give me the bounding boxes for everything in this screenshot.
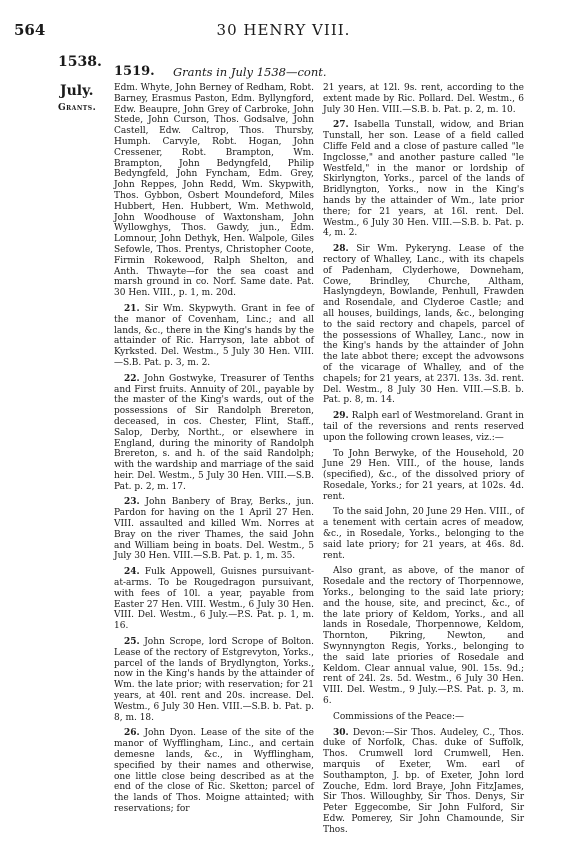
- entry-text: Edm. Whyte, John Berney of Redham, Robt. Barney, Erasmus Paston, Edm. Byllyngford, Edw. Beaupre, John Grey of Carbroke, John Stede, John Curson, Thos. Godsalve, John Castell, Edw. Caltrop, Thos. Thursby, Humph. Carvyle, Robt. Hogan, John Cressener, Robt. Brampton, Wm. Brampton, John Bedyngfeld, Philip Bedyngfeld, John Fyncham, Edm. Grey, John Reppes, John Redd, Wm. Skypwith, Thos. Gybbon, Osbert Moundeford, Miles Hubbert, Hen. Hubbert, Wm. Methwold, John Woodhouse of Waxtonsham, John Wyllowghys, Thos. Gawdy, jun., Edm. Lomnour, John Dethyk, Hen. Walpole, Giles Sefowle, Thos. Prentys, Christopher Coote, Firmin Rokewood, Ralph Shelton, and Anth. Thwayte—for the sea coast and marsh ground in co. Norf. Same date. Pat. 30 Hen. VIII., p. 1, m. 20d.: [114, 83, 314, 299]
- entry-number: 29.: [333, 411, 349, 422]
- margin-month: July.: [60, 83, 94, 99]
- entry-text: John Gostwyke, Treasurer of Tenths and First fruits. Annuity of 20l., payable by the master of the King's wards, out of the possessions of Sir Randolph Brereton, deceased, in cos. Chester, Flint, Staff., Salop, Derby, Northt., or elsewhere in England, during the minority of Randolph Brereton, s. and h. of the said Randolph; with the wardship and marriage of the said heir. Del. Westm., 5 July 30 Hen. VIII.—S.B. Pat. p. 2, m. 17.: [114, 373, 314, 492]
- entry-text: Fulk Appowell, Guisnes pursuivant-at-arms. To be Rougedragon pursuivant, with fees of 10l. a year, payable from Easter 27 Hen. VIII. Westm., 6 July 30 Hen. VIII. Del. Westm., 6 July.—P.S. Pat. p. 1, m. 16.: [114, 567, 314, 632]
- running-head: 30 HENRY VIII.: [216, 21, 351, 39]
- entry-text: John Scrope, lord Scrope of Bolton. Lease of the rectory of Estgrevyton, Yorks., parcel of the lands of Brydlyngton, Yorks., now in the King's hands by the attainder of Wm. the late prior; with reservation; for 21 years, at 40l. rent and 20s. increase. Del. Westm., 6 July 30 Hen. VIII.—S.B. b. Pat. p. 8, m. 18.: [114, 637, 314, 723]
- entry-paragraph: [323, 120, 524, 239]
- entry-paragraph: [114, 304, 314, 369]
- entry-number: 28.: [333, 244, 349, 255]
- entry-paragraph: [323, 244, 524, 406]
- entry-paragraph: [323, 83, 524, 115]
- entry-text: Sir Wm. Pykeryng. Lease of the rectory of Whalley, Lanc., with its chapels of Padenham, Clyderhowe, Downeham, Cowe, Brindley, Churche, Altham, Haslyngdeyn, Bowlande, Penhull, Frawden and Rosendale, and Clyderoe Castle; and all houses, buildings, lands, &c., belonging to the said rectory and chapels, parcel of the possessions of Whalley, Lanc., now in the King's hands by the attainder of John the late abbot there; except the advowsons of the vicarage of Whalley, and of the chapels; for 21 years, at 237l. 13s. 3d. rent. Del. Westm., 8 July 30 Hen. VIII.—S.B. b. Pat. p. 8, m. 14.: [323, 244, 524, 406]
- entry-number: 27.: [333, 120, 349, 131]
- entry-paragraph: [114, 637, 314, 723]
- margin-section: Grants.: [58, 103, 97, 113]
- column-head-title: Grants in July 1538—cont.: [173, 65, 327, 79]
- margin-year: 1538.: [58, 54, 102, 70]
- entry-paragraph: [323, 411, 524, 443]
- entry-number: 24.: [124, 567, 140, 578]
- entry-text: John Dyon. Lease of the site of the manor of Wyfflingham, Linc., and certain demesne lands, &c., in Wyfflingham, specified by their names and otherwise, one little close being described as at the end of the close of Ric. Sketton; parcel of the lands of Thos. Moigne attainted; with reservations; for: [114, 728, 314, 814]
- entry-paragraph: [323, 507, 524, 561]
- entry-paragraph: [114, 374, 314, 493]
- entry-paragraph: [323, 712, 524, 723]
- entry-paragraph: [323, 566, 524, 706]
- right-column: [323, 83, 524, 841]
- entry-text: Also grant, as above, of the manor of Rosedale and the rectory of Thorpennowe, Yorks., belonging to the said late priory; and the house, site, and precinct, &c., of the late priory of Keldom, Yorks., and all lands in Rosedale, Thorpennowe, Keldom, Thornton, Pikring, Newton, and Swynnyngton Regis, Yorks., belonging to the said late priories of Rosedale and Keldom. Clear annual value, 90l. 15s. 9d.; rent of 24l. 2s. 5d. Westm., 6 July 30 Hen. VIII. Del. Westm., 9 July.—P.S. Pat. p. 3, m. 6.: [323, 566, 524, 707]
- entry-paragraph: [114, 497, 314, 562]
- entry-text: Ralph earl of Westmoreland. Grant in tail of the reversions and rents reserved upon the following crown leases, viz.:—: [323, 411, 524, 443]
- entry-paragraph: [114, 728, 314, 814]
- left-column: [114, 83, 314, 820]
- entry-number: 23.: [124, 497, 140, 508]
- entry-number: 25.: [124, 637, 140, 648]
- column-head-year: 1519.: [114, 64, 155, 79]
- entry-text: 21 years, at 12l. 9s. rent, according to the extent made by Ric. Pollard. Del. Westm., 6 July 30 Hen. VIII.—S.B. b. Pat. p. 2, m. 10.: [323, 83, 524, 115]
- entry-number: 21.: [124, 303, 140, 314]
- entry-text: To John Berwyke, of the Household, 20 June 29 Hen. VIII., of the house, lands (specified), &c., of the dissolved priory of Rosedale, Yorks.; for 21 years, at 102s. 4d. rent.: [323, 448, 524, 502]
- entry-text: Devon:—Sir Thos. Audeley, C., Thos. duke of Norfolk, Chas. duke of Suffolk, Thos. Crumwell lord Crumwell, Hen. marquis of Exeter, Wm. earl of Southampton, J. bp. of Exeter, John lord Zouche, Edm. lord Braye, John FitzJames, Sir Thos. Willoughby, Sir Thos. Denys, Sir Peter Eggecombe, Sir John Fulford, Sir Edw. Pomerey, Sir John Chamounde, Sir Thos.: [323, 727, 524, 835]
- entry-paragraph: [323, 449, 524, 503]
- entry-number: 22.: [124, 373, 140, 384]
- entry-number: 26.: [124, 728, 140, 739]
- entry-paragraph: [114, 83, 314, 299]
- entry-text: Isabella Tunstall, widow, and Brian Tunstall, her son. Lease of a field called Cliffe Feld and a close of pasture called "le Ingclosse," and another pasture called "le Westfeld," in the manor or lordship of Skirlyngton, Yorks., parcel of the lands of Bridlyngton, Yorks., now in the King's hands by the attainder of Wm., late prior there; for 21 years, at 16l. rent. Del. Westm., 6 July 30 Hen. VIII.—S.B. b. Pat. p. 4, m. 2.: [323, 120, 524, 239]
- page-number: 564: [14, 21, 46, 39]
- entry-number: 30.: [333, 727, 349, 738]
- entry-text: Commissions of the Peace:—: [333, 711, 465, 722]
- entry-text: John Banbery of Bray, Berks., jun. Pardon for having on the 1 April 27 Hen. VIII. assaulted and killed Wm. Norres at Bray on the river Thames, the said John and William being in boats. Del. Westm., 5 July 30 Hen. VIII.—S.B. Pat. p. 1, m. 35.: [114, 497, 314, 562]
- entry-paragraph: [323, 728, 524, 836]
- entry-text: To the said John, 20 June 29 Hen. VIII., of a tenement with certain acres of meadow, &c., in Rosedale, Yorks., belonging to the said late priory; for 21 years, at 46s. 8d. rent.: [323, 507, 524, 561]
- entry-text: Sir Wm. Skypwyth. Grant in fee of the manor of Covenham, Linc.; and all lands, &c., there in the King's hands by the attainder of Ric. Harryson, late abbot of Kyrksted. Del. Westm., 5 July 30 Hen. VIII.—S.B. Pat. p. 3, m. 2.: [114, 303, 314, 368]
- entry-paragraph: [114, 567, 314, 632]
